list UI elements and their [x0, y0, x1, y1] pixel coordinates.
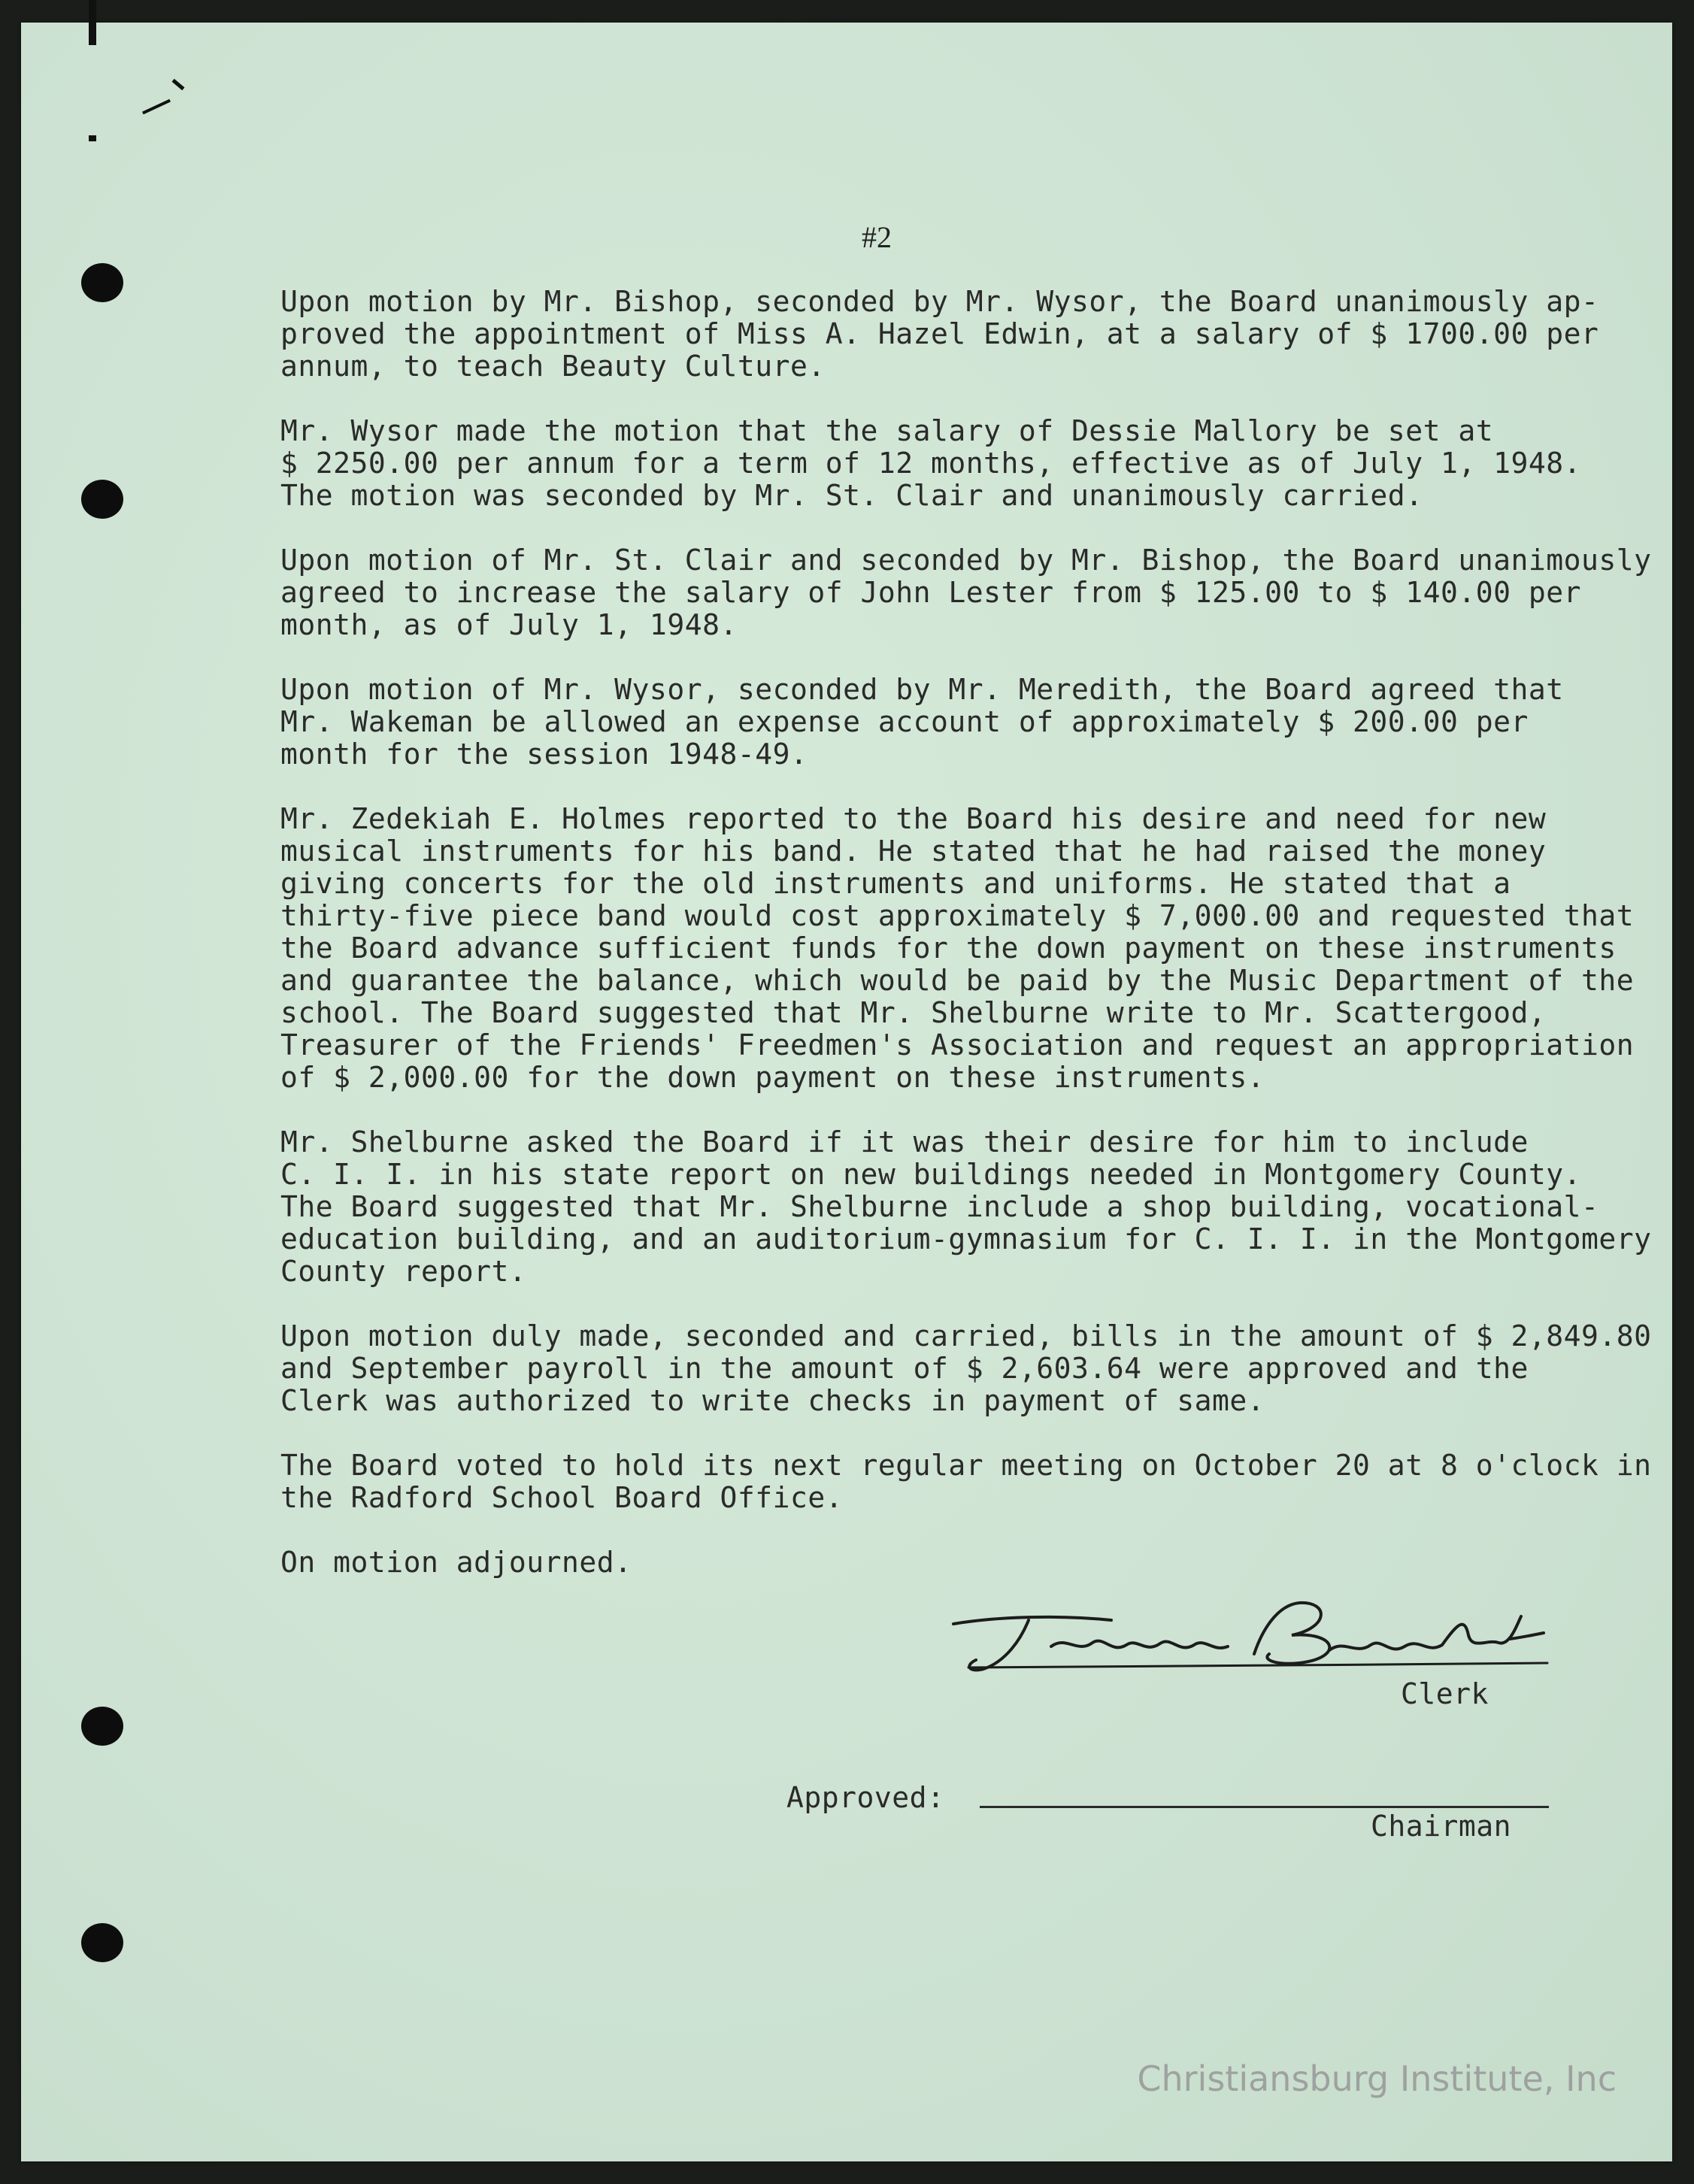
clerk-signature	[938, 1594, 1555, 1684]
paragraph-band-instruments: Mr. Zedekiah E. Holmes reported to the Board his desire and need for new musical instruments for his band. He stated that he had raised the money giving concerts for the old instruments and uniforms. He stated that a thirty-five piece band would cost approximately $ 7,000.00 and requested that the Board advance sufficient funds for the down payment on these instruments and guarantee the balance, which would be paid by the Music Department of the school. The Board suggested that Mr. Shelburne write to Mr. Scattergood, Treasurer of the Friends' Freedmen's Association and request an appropriation of $ 2,000.00 for the down payment on these instruments.	[280, 802, 1635, 1094]
clerk-label: Clerk	[1401, 1677, 1489, 1710]
punch-hole	[81, 1707, 123, 1746]
chairman-label: Chairman	[1371, 1810, 1512, 1843]
paragraph-expense-account: Upon motion of Mr. Wysor, seconded by Mr. Meredith, the Board agreed that Mr. Wakeman be allowed an expense account of approximately $ 200.00 per month for the session 1948-49.	[280, 673, 1564, 771]
paragraph-bills-payroll: Upon motion duly made, seconded and carried, bills in the amount of $ 2,849.80 and September payroll in the amount of $ 2,603.64 were approved and the Clerk was authorized to write checks in payment of same.	[280, 1319, 1652, 1417]
chairman-signature-line	[980, 1806, 1549, 1808]
document-page	[21, 23, 1672, 2161]
watermark: Christiansburg Institute, Inc	[1137, 2058, 1617, 2099]
punch-hole	[81, 263, 123, 302]
minutes-body	[280, 285, 1652, 1611]
paragraph-adjourned: On motion adjourned.	[280, 1546, 632, 1579]
paragraph-appointment: Upon motion by Mr. Bishop, seconded by Mr. Wysor, the Board unanimously ap- proved the appointment of Miss A. Hazel Edwin, at a salary of $ 1700.00 per annum, to teach Beauty Culture.	[280, 285, 1599, 383]
edge-mark	[89, 135, 96, 141]
edge-mark	[171, 79, 184, 90]
punch-hole	[81, 480, 123, 519]
approved-label: Approved:	[786, 1781, 945, 1814]
paragraph-state-report: Mr. Shelburne asked the Board if it was their desire for him to include C. I. I. in his state report on new buildings needed in Montgomery County. The Board suggested that Mr. Shelburne include a shop building, vocational- education building, and an auditorium-gymnasium for C. I. I. in the Montgomery County report.	[280, 1125, 1652, 1288]
page-number: #2	[862, 220, 892, 254]
paragraph-salary-lester: Upon motion of Mr. St. Clair and seconded by Mr. Bishop, the Board unanimously agreed to increase the salary of John Lester from $ 125.00 to $ 140.00 per month, as of July 1, 1948.	[280, 544, 1652, 641]
paragraph-salary-mallory: Mr. Wysor made the motion that the salary of Dessie Mallory be set at $ 2250.00 per annum for a term of 12 months, effective as of July 1, 1948. The motion was seconded by Mr. St. Clair and unanimously carried.	[280, 414, 1581, 512]
punch-hole	[81, 1923, 123, 1962]
edge-mark	[89, 0, 96, 45]
edge-mark	[142, 99, 171, 115]
paragraph-next-meeting: The Board voted to hold its next regular meeting on October 20 at 8 o'clock in the Radford School Board Office.	[280, 1449, 1652, 1514]
